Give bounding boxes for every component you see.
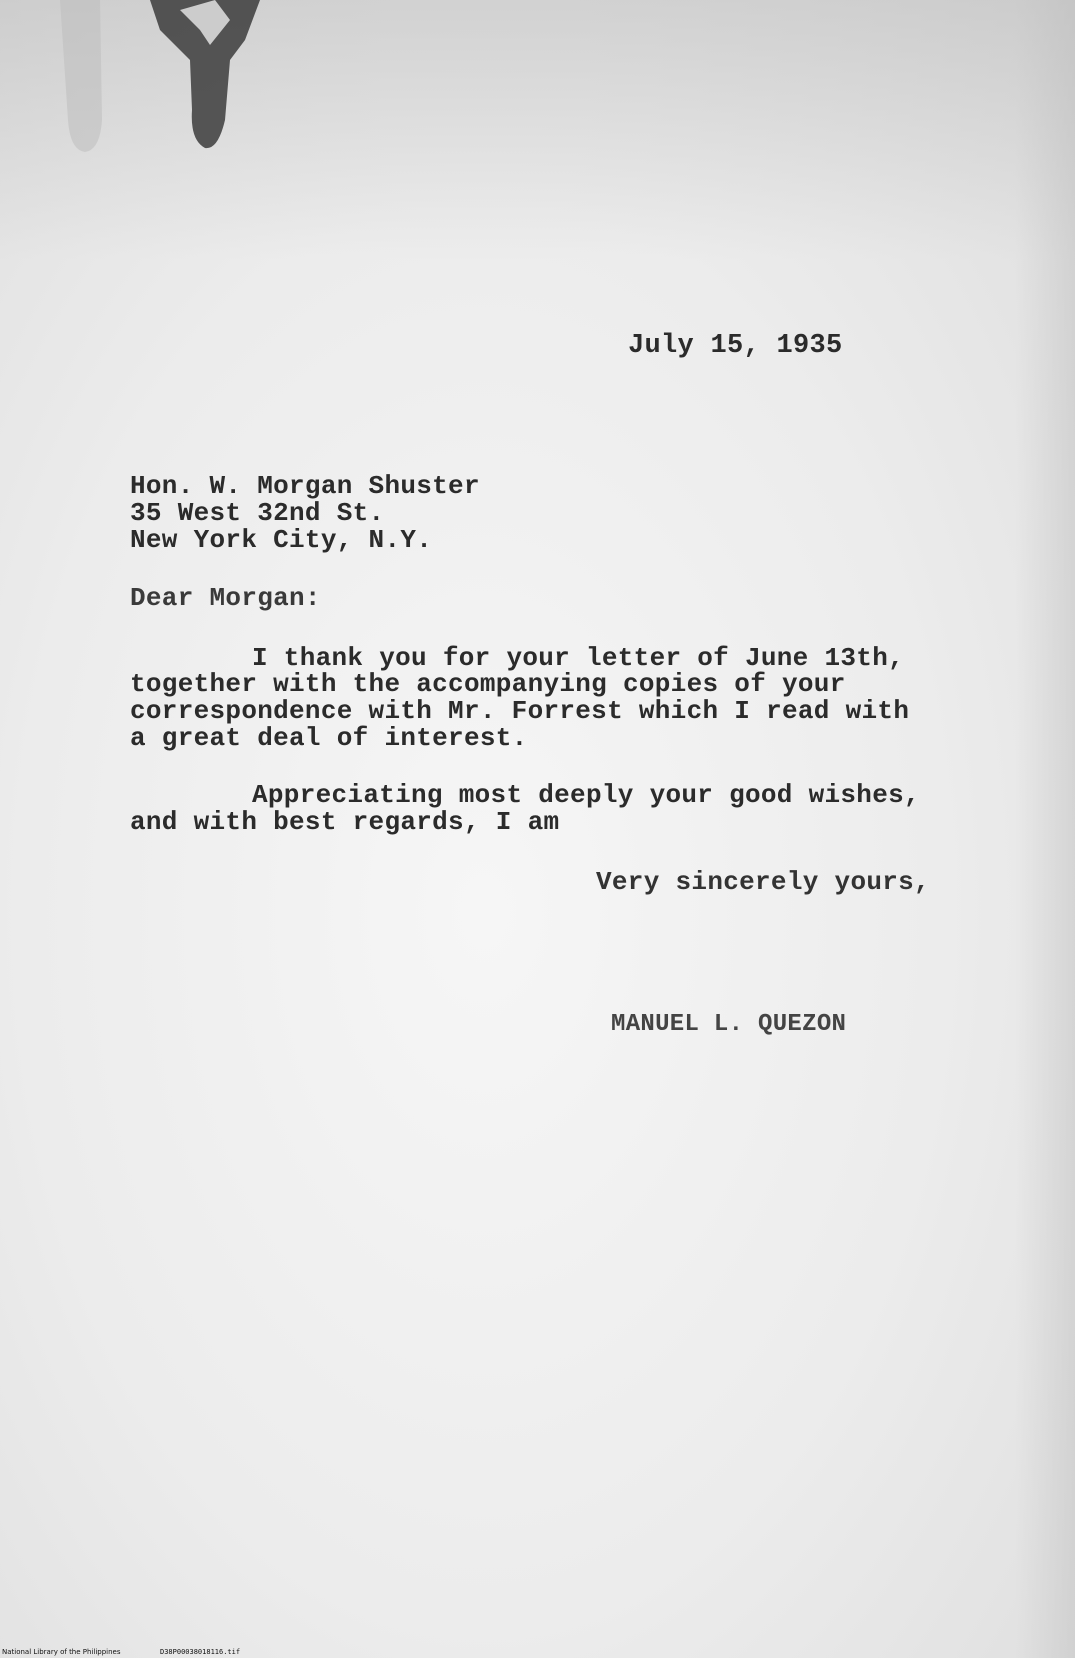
body-paragraph-2-line: and with best regards, I am <box>130 807 560 837</box>
recipient-city: New York City, N.Y. <box>130 525 433 555</box>
complimentary-closing: Very sincerely yours, <box>596 867 930 897</box>
signature-name: MANUEL L. QUEZON <box>611 1011 847 1038</box>
body-paragraph-1-line: correspondence with Mr. Forrest which I read with <box>130 696 910 726</box>
archive-institution-label: National Library of the Philippines <box>2 1648 121 1656</box>
body-paragraph-1-line: a great deal of interest. <box>130 723 528 753</box>
body-paragraph-1-line: together with the accompanying copies of your <box>130 669 846 699</box>
body-paragraph-2-line: Appreciating most deeply your good wishes, <box>252 780 920 810</box>
archive-filename-label: D38P00038018116.tif <box>160 1648 241 1656</box>
body-paragraph-1-line: I thank you for your letter of June 13th, <box>252 643 905 673</box>
salutation: Dear Morgan: <box>130 583 321 613</box>
letter-date: July 15, 1935 <box>628 331 843 361</box>
recipient-name: Hon. W. Morgan Shuster <box>130 471 480 501</box>
recipient-street: 35 West 32nd St. <box>130 498 385 528</box>
